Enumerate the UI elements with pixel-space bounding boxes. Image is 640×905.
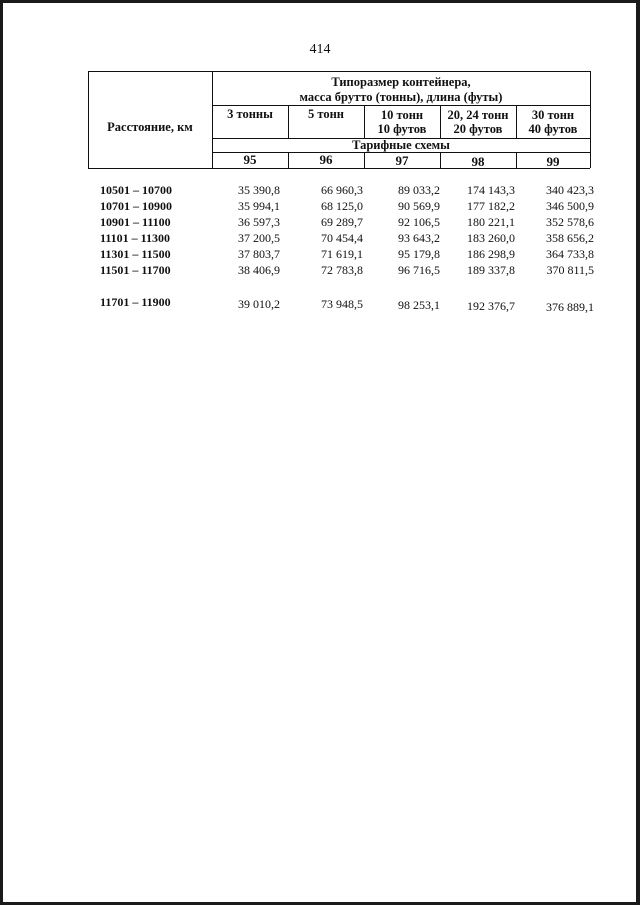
column-header-3t: 3 тонны: [227, 107, 273, 121]
column-header-10ft: 10 футов: [377, 122, 427, 136]
table-row: [0, 199, 640, 215]
distance-cell: 11101 – 11300: [100, 231, 171, 245]
table-row: [0, 247, 640, 263]
tariff-cell-95: 37 803,7: [238, 247, 280, 261]
tariff-cell-96: 70 454,4: [321, 231, 363, 245]
tariff-cell-96: 71 619,1: [321, 247, 363, 261]
tariff-cell-98: 186 298,9: [467, 247, 515, 261]
tariff-cell-97: 95 179,8: [398, 247, 440, 261]
scheme-99: 99: [546, 154, 560, 169]
tariff-cell-97: 98 253,1: [398, 298, 440, 312]
distance-cell: 10901 – 11100: [100, 215, 171, 229]
page-number: 414: [309, 42, 331, 57]
tariff-cell-99: 376 889,1: [546, 300, 594, 314]
tariff-cell-98: 177 182,2: [467, 199, 515, 213]
tariff-cell-99: 370 811,5: [546, 263, 594, 277]
tariff-cell-98: 174 143,3: [467, 183, 515, 197]
tariff-cell-96: 69 289,7: [321, 215, 363, 229]
tariff-cell-96: 66 960,3: [321, 183, 363, 197]
header-top-border: [88, 71, 590, 72]
scan-border-right: [636, 0, 640, 905]
header-right-border: [590, 71, 591, 168]
tariff-cell-95: 39 010,2: [238, 297, 280, 311]
column-header-30t: 30 тонн: [531, 108, 575, 122]
table-row: [0, 263, 640, 279]
distance-cell: 10501 – 10700: [100, 183, 172, 197]
container-size-header-line1: Типоразмер контейнера,: [331, 75, 471, 89]
tariff-schemes-header: Тарифные схемы: [352, 138, 450, 152]
tariff-cell-98: 189 337,8: [467, 263, 515, 277]
tariff-cell-97: 93 643,2: [398, 231, 440, 245]
tariff-cell-96: 73 948,5: [321, 297, 363, 311]
tariff-cell-99: 364 733,8: [546, 247, 594, 261]
distance-cell: 11501 – 11700: [100, 263, 171, 277]
tariff-cell-99: 352 578,6: [546, 215, 594, 229]
tariff-cell-97: 96 716,5: [398, 263, 440, 277]
tariff-cell-98: 180 221,1: [467, 215, 515, 229]
table-row: [0, 231, 640, 247]
tariff-cell-98: 183 260,0: [467, 231, 515, 245]
tariff-cell-97: 89 033,2: [398, 183, 440, 197]
tariff-cell-97: 90 569,9: [398, 199, 440, 213]
scheme-96: 96: [319, 152, 333, 167]
table-row: [0, 295, 640, 314]
distance-cell: 11701 – 11900: [100, 295, 171, 309]
tariff-cell-99: 358 656,2: [546, 231, 594, 245]
column-header-10t: 10 тонн: [380, 108, 424, 122]
tariff-cell-97: 92 106,5: [398, 215, 440, 229]
scan-border-top: [0, 0, 640, 3]
tariff-cell-99: 340 423,3: [546, 183, 594, 197]
distance-header: Расстояние, км: [107, 120, 193, 134]
distance-cell: 11301 – 11500: [100, 247, 171, 261]
tariff-cell-99: 346 500,9: [546, 199, 594, 213]
column-header-40ft: 40 футов: [528, 122, 578, 136]
tariff-cell-96: 72 783,8: [321, 263, 363, 277]
tariff-cell-96: 68 125,0: [321, 199, 363, 213]
tariff-cell-98: 192 376,7: [467, 299, 515, 313]
tariff-cell-95: 36 597,3: [238, 215, 280, 229]
scheme-98: 98: [471, 154, 485, 169]
container-size-header-line2: масса брутто (тонны), длина (футы): [299, 90, 503, 104]
scheme-95: 95: [243, 152, 257, 167]
tariff-cell-95: 37 200,5: [238, 231, 280, 245]
column-header-20t: 20, 24 тонн: [447, 108, 509, 122]
header-size-divider: [212, 105, 590, 106]
scheme-97: 97: [395, 153, 409, 168]
table-row: [0, 215, 640, 231]
scan-border-left: [0, 0, 3, 905]
column-header-5t: 5 тонн: [307, 107, 344, 121]
tariff-cell-95: 35 390,8: [238, 183, 280, 197]
table-row: [0, 183, 640, 199]
column-header-20ft: 20 футов: [453, 122, 503, 136]
tariff-cell-95: 38 406,9: [238, 263, 280, 277]
distance-cell: 10701 – 10900: [100, 199, 172, 213]
tariff-cell-95: 35 994,1: [238, 199, 280, 213]
